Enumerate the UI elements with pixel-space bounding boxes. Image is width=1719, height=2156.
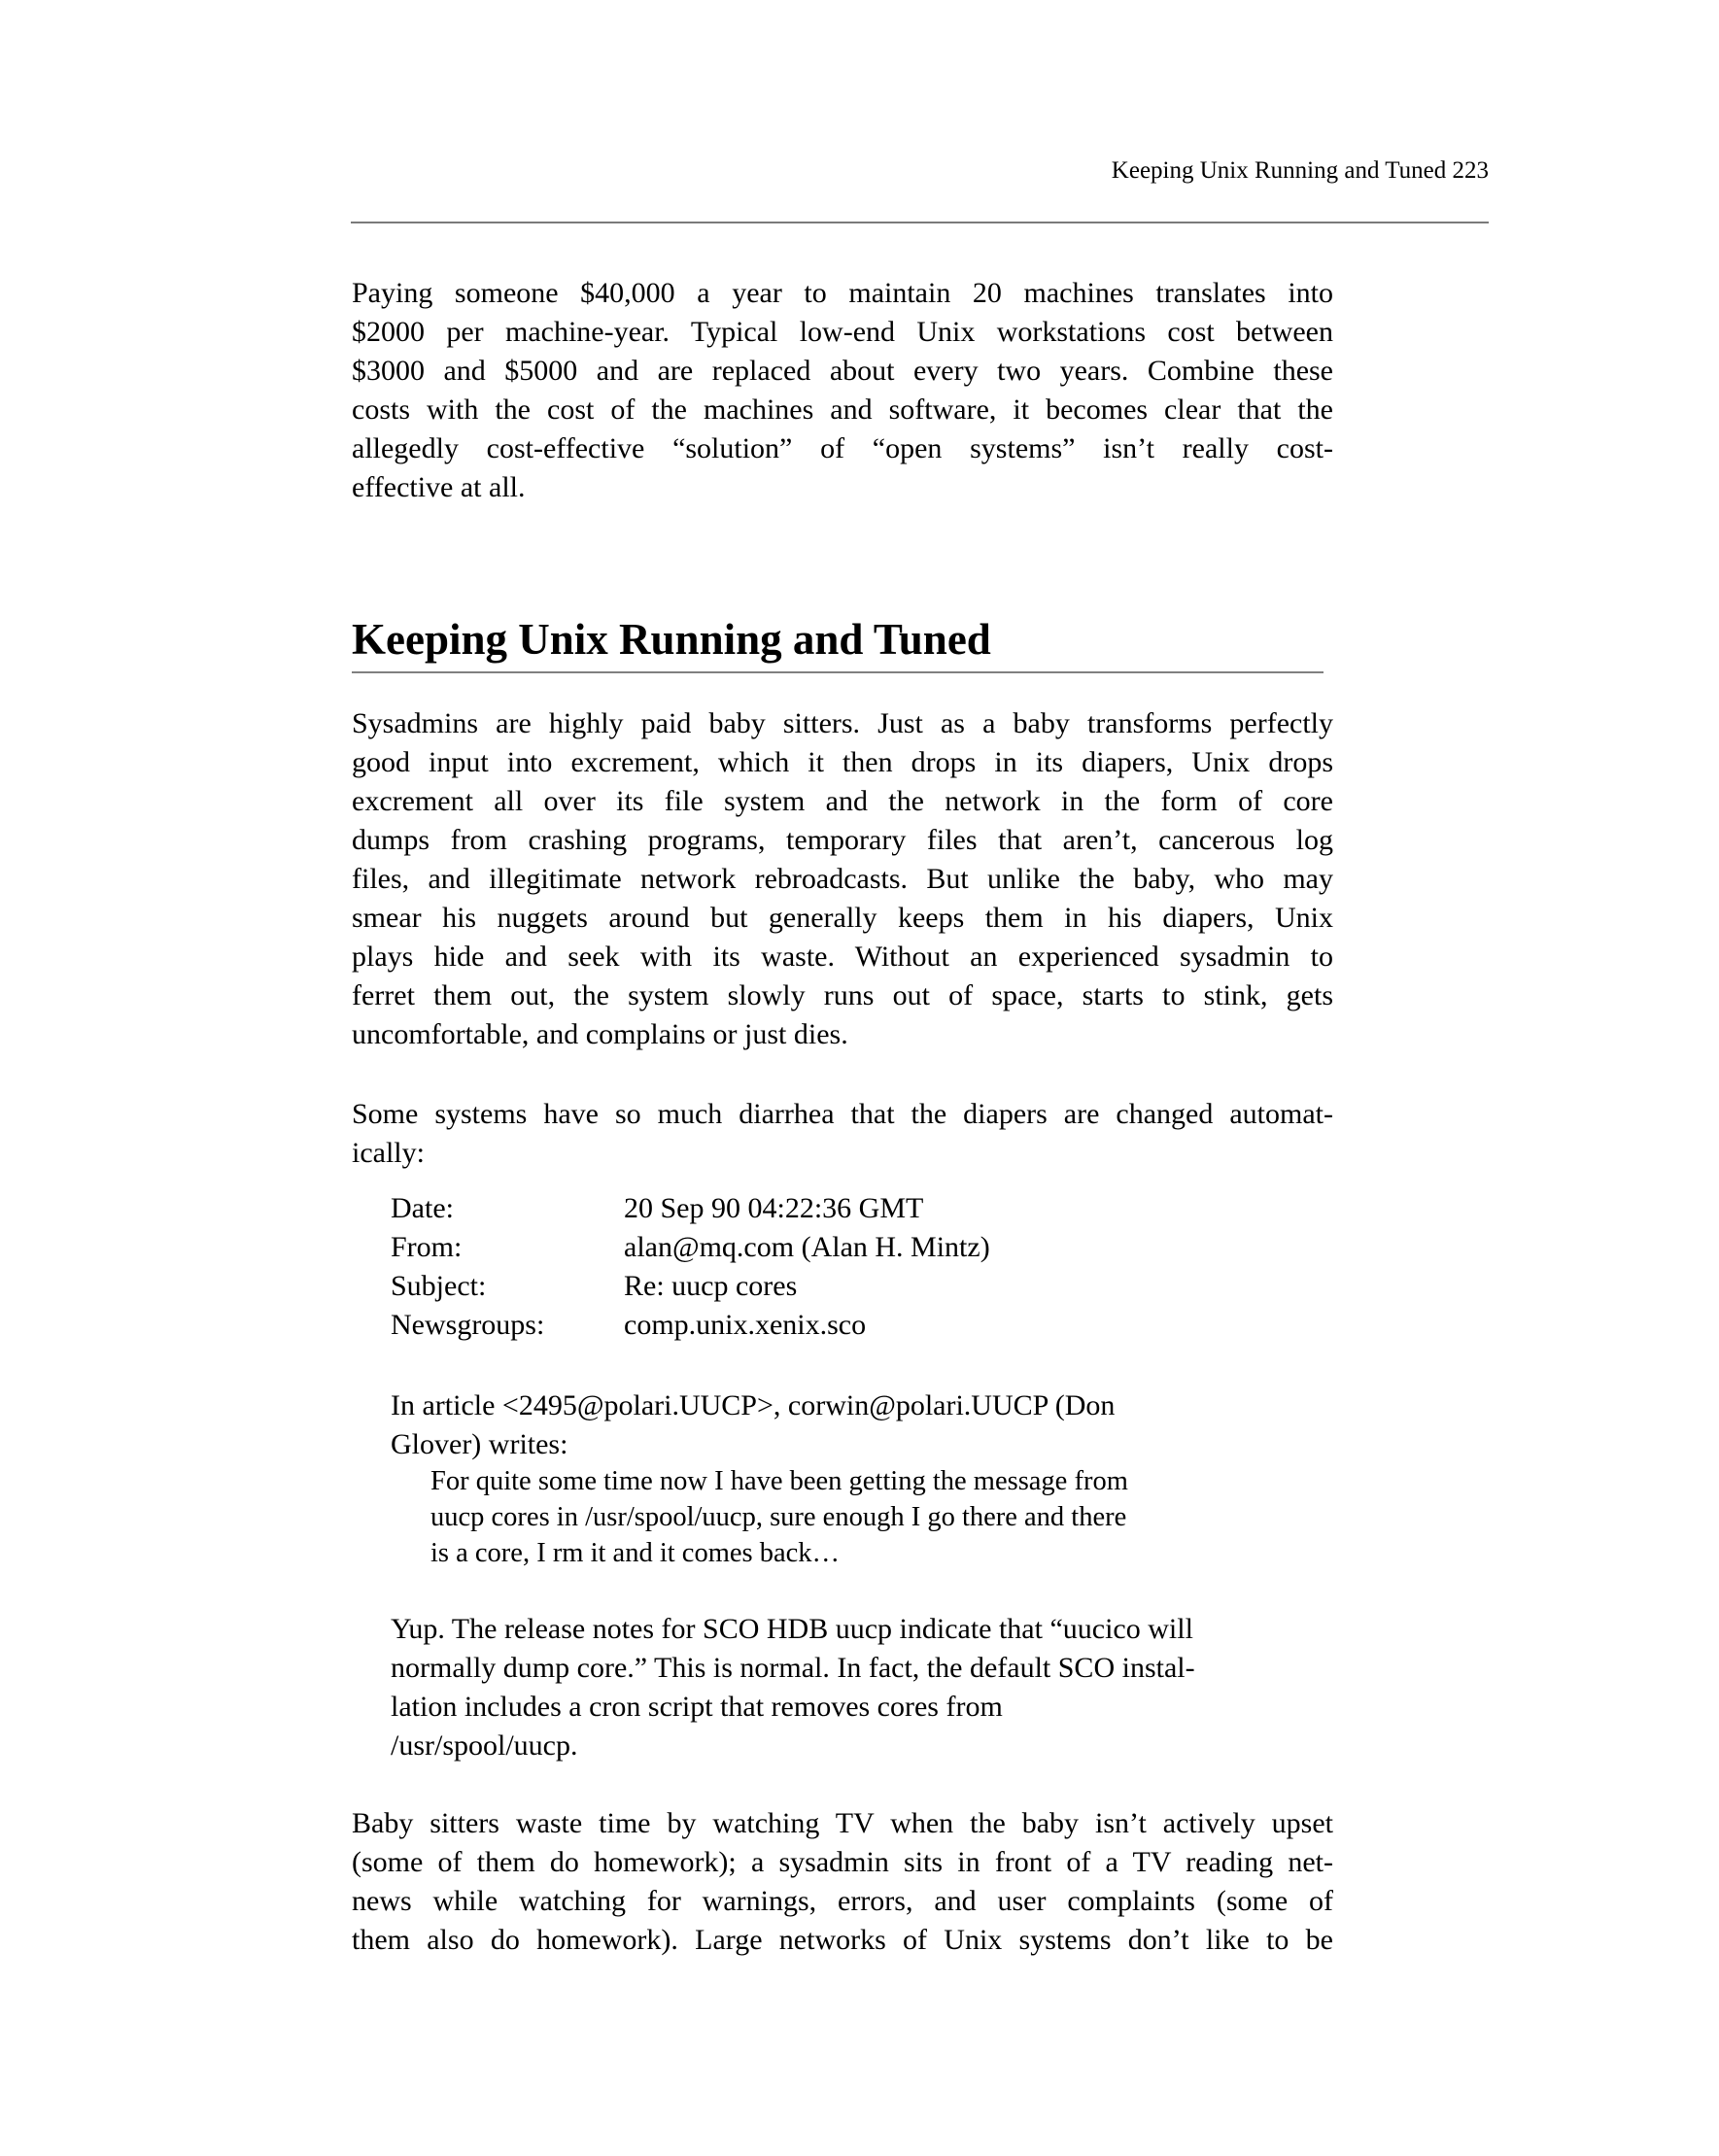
text-line: plays hide and seek with its waste. Without an experienced sysadmin to	[352, 941, 1333, 973]
email-header-label: From:	[391, 1231, 463, 1263]
section-rule	[352, 671, 1324, 673]
text-line: $3000 and $5000 and are replaced about every two years. Combine these	[352, 355, 1333, 387]
section-heading: Keeping Unix Running and Tuned	[352, 615, 991, 664]
text-line: excrement all over its file system and the network in the form of core	[352, 785, 1333, 817]
text-line: /usr/spool/uucp.	[391, 1729, 578, 1762]
email-attribution	[391, 1386, 1115, 1464]
babysitters-paragraph	[352, 1804, 1333, 1960]
email-header-value: Re: uucp cores	[624, 1270, 798, 1302]
text-line: Some systems have so much diarrhea that the diapers are changed automat-	[352, 1098, 1333, 1130]
text-line: Sysadmins are highly paid baby sitters. Just as a baby transforms perfectly	[352, 707, 1333, 739]
email-header-value: 20 Sep 90 04:22:36 GMT	[624, 1192, 924, 1224]
email-header-label: Subject:	[391, 1270, 487, 1302]
text-line: Glover) writes:	[391, 1428, 568, 1460]
text-line: Baby sitters waste time by watching TV when the baby isn’t actively upset	[352, 1807, 1333, 1839]
email-headers	[391, 1189, 990, 1345]
text-line: $2000 per machine-year. Typical low-end Unix workstations cost between	[352, 316, 1333, 348]
text-line: files, and illegitimate network rebroadcasts. But unlike the baby, who may	[352, 863, 1333, 895]
diapers-paragraph	[352, 1095, 1333, 1173]
text-line: effective at all.	[352, 471, 526, 503]
text-line: Yup. The release notes for SCO HDB uucp indicate that “uucico will	[391, 1613, 1193, 1645]
text-line: Paying someone $40,000 a year to maintain 20 machines translates into	[352, 277, 1333, 309]
text-line: normally dump core.” This is normal. In fact, the default SCO instal-	[391, 1652, 1195, 1684]
running-header: Keeping Unix Running and Tuned 223	[1111, 157, 1489, 184]
text-line: uncomfortable, and complains or just dies.	[352, 1018, 848, 1050]
text-line: them also do homework). Large networks of Unix systems don’t like to be	[352, 1924, 1333, 1956]
text-line: is a core, I rm it and it comes back…	[430, 1538, 841, 1568]
email-header-label: Newsgroups:	[391, 1309, 545, 1341]
text-line: uucp cores in /usr/spool/uucp, sure enough I go there and there	[430, 1502, 1127, 1532]
text-line: lation includes a cron script that removes cores from	[391, 1691, 1003, 1723]
text-line: allegedly cost-effective “solution” of “open systems” isn’t really cost-	[352, 432, 1333, 464]
email-header-date	[391, 1189, 990, 1228]
header-rule	[351, 222, 1489, 223]
text-line: ically:	[352, 1137, 425, 1169]
text-line: good input into excrement, which it then drops in its diapers, Unix drops	[352, 746, 1333, 778]
sysadmins-paragraph	[352, 704, 1333, 1054]
email-header-value: comp.unix.xenix.sco	[624, 1309, 867, 1341]
email-header-value: alan@mq.com (Alan H. Mintz)	[624, 1231, 990, 1263]
text-line: smear his nuggets around but generally keeps them in his diapers, Unix	[352, 902, 1333, 934]
text-line: In article <2495@polari.UUCP>, corwin@polari.UUCP (Don	[391, 1389, 1116, 1421]
text-line: ferret them out, the system slowly runs out of space, starts to stink, gets	[352, 979, 1333, 1011]
email-header-newsgroups	[391, 1306, 990, 1345]
email-header-label: Date:	[391, 1192, 454, 1224]
text-line: news while watching for warnings, errors, and user complaints (some of	[352, 1885, 1333, 1917]
text-line: costs with the cost of the machines and software, it becomes clear that the	[352, 394, 1333, 426]
text-line: dumps from crashing programs, temporary files that aren’t, cancerous log	[352, 824, 1333, 856]
email-quoted-text	[430, 1463, 1128, 1571]
text-line: For quite some time now I have been getting the message from	[430, 1466, 1128, 1496]
email-reply	[391, 1610, 1195, 1765]
intro-paragraph	[352, 274, 1333, 507]
text-line: (some of them do homework); a sysadmin sits in front of a TV reading net-	[352, 1846, 1333, 1878]
email-header-from	[391, 1228, 990, 1267]
email-header-subject	[391, 1267, 990, 1306]
